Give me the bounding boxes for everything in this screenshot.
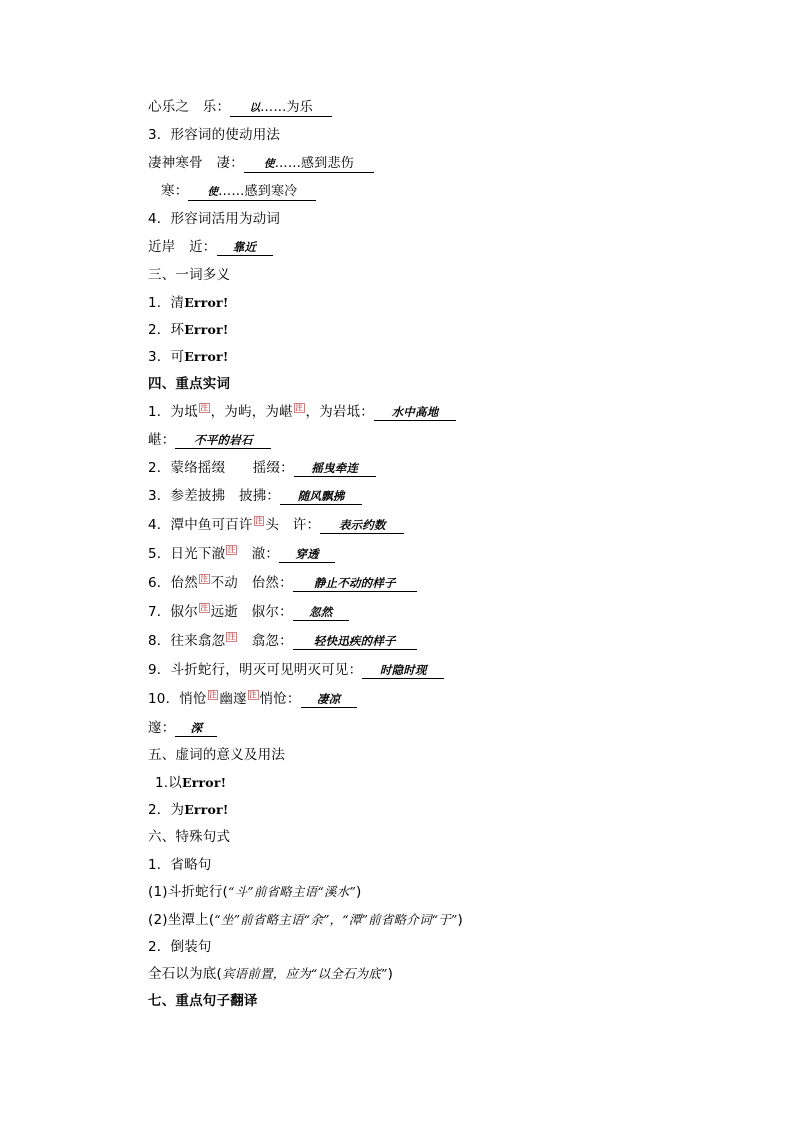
answer-blank: 摇曳牵连 <box>294 461 376 477</box>
answer-blank: 轻快迅疾的样子 <box>293 634 417 650</box>
line-xihu: 8．往来翕忽 注 翕忽： 轻快迅疾的样子 <box>148 632 417 650</box>
line-huan: 2．环Error! <box>148 322 229 338</box>
line-yiran: 6．佁然 注 不动 佁然： 静止不动的样子 <box>148 574 417 592</box>
grammar-note: “斗”前省略主语“溪水” <box>228 884 356 899</box>
answer-blank: 以……为乐 <box>230 100 332 117</box>
error-field: Error! <box>184 349 229 364</box>
annotation-mark: 注 <box>227 545 236 554</box>
line-chuer: 7．俶尔 注 远逝 俶尔： 忽然 <box>148 603 349 621</box>
line-yi: 1.以Error! <box>155 775 227 791</box>
line-yaozhui: 2．蒙络摇缀 摇缀： 摇曳牵连 <box>148 459 376 477</box>
line-weichi: 1．为坻 注 ，为屿，为嵁 注 ，为岩坻： 水中高地 <box>148 403 456 421</box>
answer-blank: 时隐时现 <box>362 663 444 679</box>
annotation-mark: 注 <box>227 632 236 641</box>
annotation-mark: 注 <box>200 574 209 583</box>
line-qiaochuang: 10．悄怆 注 幽邃 注 悄怆： 凄凉 <box>148 690 357 708</box>
line-jinan: 近岸 近： 靠近 <box>148 238 273 256</box>
grammar-note: “坐”前省略主语“余”，“潭”前省略介词“于” <box>214 912 458 927</box>
heading-ellipsis: 1．省略句 <box>148 857 212 873</box>
answer-blank: 使……感到悲伤 <box>244 156 374 173</box>
error-field: Error! <box>184 802 229 817</box>
answer-blank: 静止不动的样子 <box>293 576 417 592</box>
annotation-mark: 注 <box>200 403 209 412</box>
heading-polysemy: 三、一词多义 <box>148 267 231 283</box>
line-xu: 4．潭中鱼可百许 注 头 许： 表示约数 <box>148 516 404 534</box>
line-pifu: 3．参差披拂 披拂： 随风飘拂 <box>148 487 362 505</box>
heading-adj-as-verb: 4．形容词活用为动词 <box>148 211 281 227</box>
error-field: Error! <box>184 295 229 310</box>
error-field: Error! <box>181 775 227 790</box>
line-ellipsis-1: (1)斗折蛇行(“斗”前省略主语“溪水”) <box>148 884 362 900</box>
heading-translation: 七、重点句子翻译 <box>148 993 258 1009</box>
answer-blank: 不平的岩石 <box>175 433 271 449</box>
heading-function-words: 五、虚词的意义及用法 <box>148 747 285 763</box>
line-mingmie: 9．斗折蛇行，明灭可见明灭可见： 时隐时现 <box>148 661 444 679</box>
line-xinlezhi: 心乐之 乐： 以……为乐 <box>148 98 332 117</box>
line-ke: 3．可Error! <box>148 349 229 365</box>
grammar-note: 宾语前置，应为“以全石为底” <box>221 966 388 981</box>
answer-blank: 忽然 <box>293 605 349 621</box>
line-qishenhangu: 凄神寒骨 凄： 使……感到悲伤 <box>148 154 374 173</box>
answer-blank: 凄凉 <box>301 692 357 708</box>
answer-blank: 使……感到寒冷 <box>188 184 316 201</box>
line-che: 5．日光下澈 注 澈： 穿透 <box>148 545 335 563</box>
annotation-mark: 注 <box>209 690 217 699</box>
error-field: Error! <box>184 322 229 337</box>
line-ellipsis-2: (2)坐潭上(“坐”前省略主语“余”，“潭”前省略介词“于”) <box>148 912 463 928</box>
answer-blank: 随风飘拂 <box>280 489 362 505</box>
heading-inversion: 2．倒装句 <box>148 939 212 955</box>
answer-blank: 穿透 <box>279 547 335 563</box>
line-kan: 嵁： 不平的岩石 <box>148 431 271 449</box>
annotation-mark: 注 <box>249 690 257 699</box>
answer-blank: 靠近 <box>217 240 273 256</box>
line-han: 寒： 使……感到寒冷 <box>161 182 316 201</box>
annotation-mark: 注 <box>295 403 303 412</box>
line-sui: 邃： 深 <box>148 719 217 737</box>
answer-blank: 表示约数 <box>320 518 404 534</box>
line-qing: 1．清Error! <box>148 295 229 311</box>
line-inversion: 全石以为底(宾语前置，应为“以全石为底”) <box>148 966 394 982</box>
annotation-mark: 注 <box>255 516 263 525</box>
heading-special-sentences: 六、特殊句式 <box>148 829 231 845</box>
line-wei: 2．为Error! <box>148 802 229 818</box>
answer-blank: 深 <box>175 721 217 737</box>
heading-key-words: 四、重点实词 <box>148 376 231 392</box>
answer-blank: 水中高地 <box>374 405 456 421</box>
heading-adj-causative: 3．形容词的使动用法 <box>148 127 281 143</box>
annotation-mark: 注 <box>200 603 209 612</box>
